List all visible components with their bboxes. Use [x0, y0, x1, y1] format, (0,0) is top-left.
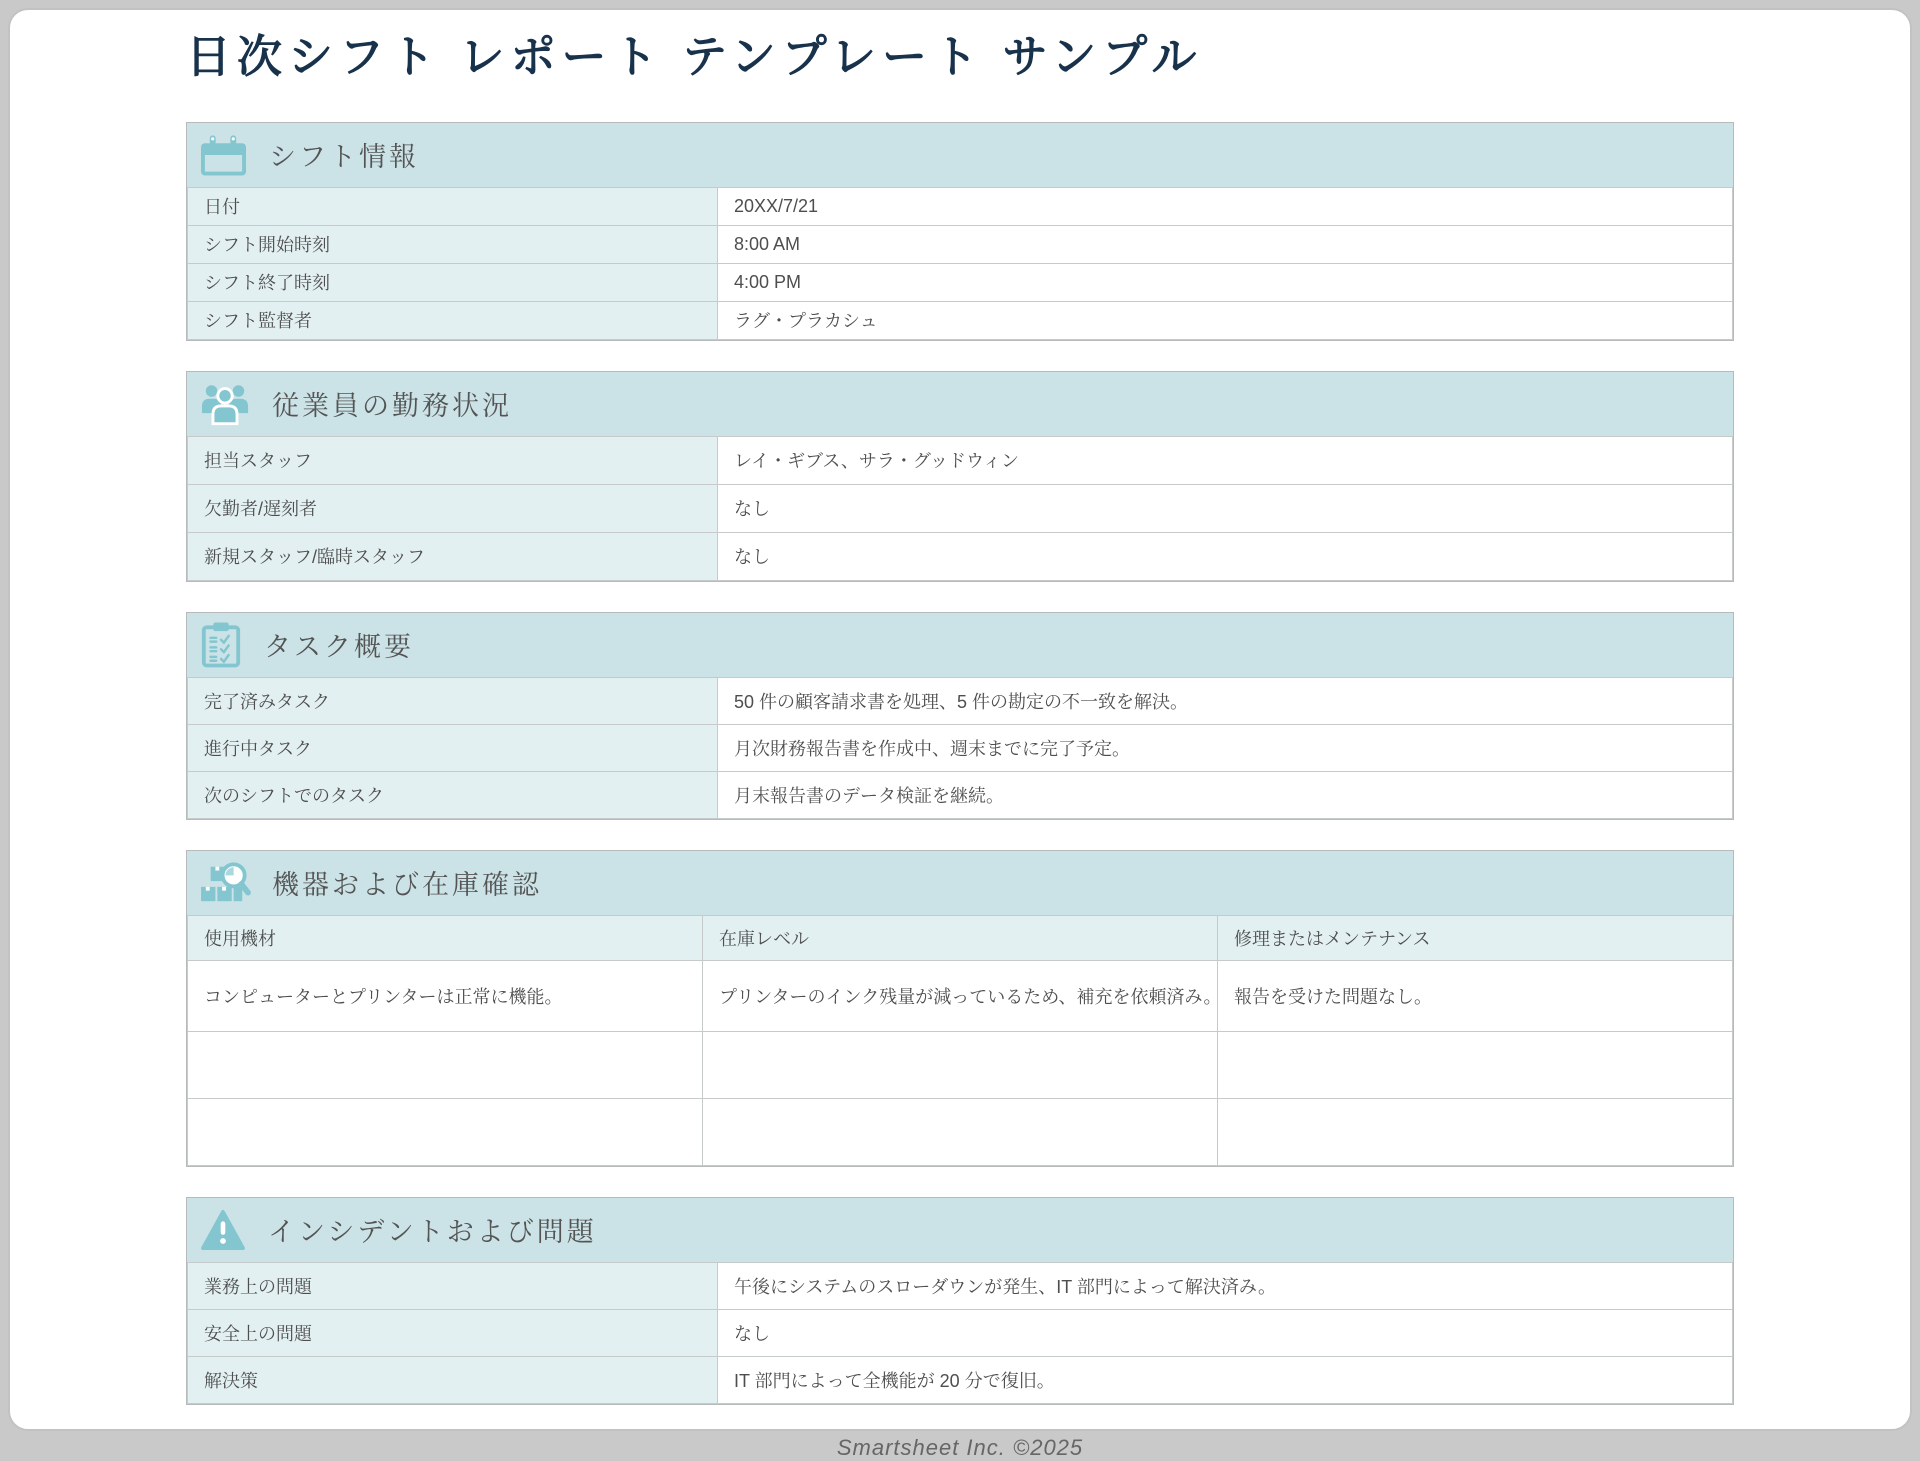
table-row	[188, 187, 1733, 225]
table-row	[188, 484, 1733, 532]
table-cell: コンピューターとプリンターは正常に機能。	[188, 960, 703, 1031]
section-incidents	[186, 1197, 1734, 1405]
column-header: 使用機材	[188, 915, 703, 960]
section-header-equipment-inventory	[187, 851, 1733, 915]
warning-triangle-icon	[200, 1209, 246, 1251]
task-summary-table	[187, 677, 1733, 819]
row-value: なし	[718, 484, 1733, 532]
row-label: 安全上の問題	[188, 1309, 718, 1356]
equipment-table	[187, 915, 1733, 1166]
row-value: なし	[718, 1309, 1733, 1356]
table-header-row	[188, 915, 1733, 960]
row-value: 50 件の顧客請求書を処理、5 件の勘定の不一致を解決。	[718, 677, 1733, 724]
row-label: シフト終了時刻	[188, 263, 718, 301]
row-value: 8:00 AM	[718, 225, 1733, 263]
row-value: ラグ・プラカシュ	[718, 301, 1733, 339]
calendar-icon	[200, 133, 247, 177]
row-label: 担当スタッフ	[188, 436, 718, 484]
section-equipment-inventory	[186, 850, 1734, 1167]
table-row	[188, 771, 1733, 818]
table-row	[188, 225, 1733, 263]
row-label: 完了済みタスク	[188, 677, 718, 724]
table-cell	[703, 1098, 1218, 1165]
people-group-icon	[200, 382, 250, 425]
inventory-search-icon	[200, 860, 250, 906]
table-row	[188, 1031, 1733, 1098]
table-row	[188, 677, 1733, 724]
shift-info-table	[187, 187, 1733, 340]
section-title: 従業員の勤務状況	[272, 391, 512, 421]
section-shift-info	[186, 122, 1734, 341]
table-row	[188, 724, 1733, 771]
row-label: 次のシフトでのタスク	[188, 771, 718, 818]
section-header-attendance	[187, 372, 1733, 436]
row-label: 業務上の問題	[188, 1262, 718, 1309]
table-cell	[703, 1031, 1218, 1098]
section-attendance	[186, 371, 1734, 582]
table-cell	[188, 1031, 703, 1098]
column-header: 修理またはメンテナンス	[1218, 915, 1733, 960]
row-value: IT 部門によって全機能が 20 分で復旧。	[718, 1356, 1733, 1403]
document-content	[10, 10, 1910, 1461]
table-cell: プリンターのインク残量が減っているため、補充を依頼済み。	[703, 960, 1218, 1031]
row-label: シフト開始時刻	[188, 225, 718, 263]
table-cell	[1218, 1098, 1733, 1165]
row-value: 月次財務報告書を作成中、週末までに完了予定。	[718, 724, 1733, 771]
row-value: 午後にシステムのスローダウンが発生、IT 部門によって解決済み。	[718, 1262, 1733, 1309]
section-title: インシデントおよび問題	[268, 1217, 597, 1247]
section-title: タスク概要	[264, 632, 414, 662]
page-title: 日次シフト レポート テンプレート サンプル	[186, 31, 1203, 82]
section-header-incidents	[187, 1198, 1733, 1262]
section-task-summary	[186, 612, 1734, 820]
footer-copyright: Smartsheet Inc. ©2025	[836, 1434, 1084, 1460]
column-header: 在庫レベル	[703, 915, 1218, 960]
row-label: シフト監督者	[188, 301, 718, 339]
table-row	[188, 1098, 1733, 1165]
table-row	[188, 960, 1733, 1031]
section-header-shift-info	[187, 123, 1733, 187]
row-value: レイ・ギブス、サラ・グッドウィン	[718, 436, 1733, 484]
table-row	[188, 1262, 1733, 1309]
row-label: 進行中タスク	[188, 724, 718, 771]
table-row	[188, 436, 1733, 484]
row-label: 解決策	[188, 1356, 718, 1403]
row-value: なし	[718, 532, 1733, 580]
row-label: 欠勤者/遅刻者	[188, 484, 718, 532]
table-cell	[188, 1098, 703, 1165]
incidents-table	[187, 1262, 1733, 1404]
table-row	[188, 532, 1733, 580]
row-label: 日付	[188, 187, 718, 225]
table-row	[188, 301, 1733, 339]
row-value: 20XX/7/21	[718, 187, 1733, 225]
row-value: 4:00 PM	[718, 263, 1733, 301]
section-title: シフト情報	[269, 142, 419, 172]
row-label: 新規スタッフ/臨時スタッフ	[188, 532, 718, 580]
attendance-table	[187, 436, 1733, 581]
table-row	[188, 1356, 1733, 1403]
clipboard-checklist-icon	[200, 621, 242, 668]
table-row	[188, 263, 1733, 301]
table-row	[188, 1309, 1733, 1356]
document-page	[8, 8, 1912, 1460]
row-value: 月末報告書のデータ検証を継続。	[718, 771, 1733, 818]
table-cell	[1218, 1031, 1733, 1098]
table-cell: 報告を受けた問題なし。	[1218, 960, 1733, 1031]
section-title: 機器および在庫確認	[272, 870, 542, 900]
section-header-task-summary	[187, 613, 1733, 677]
